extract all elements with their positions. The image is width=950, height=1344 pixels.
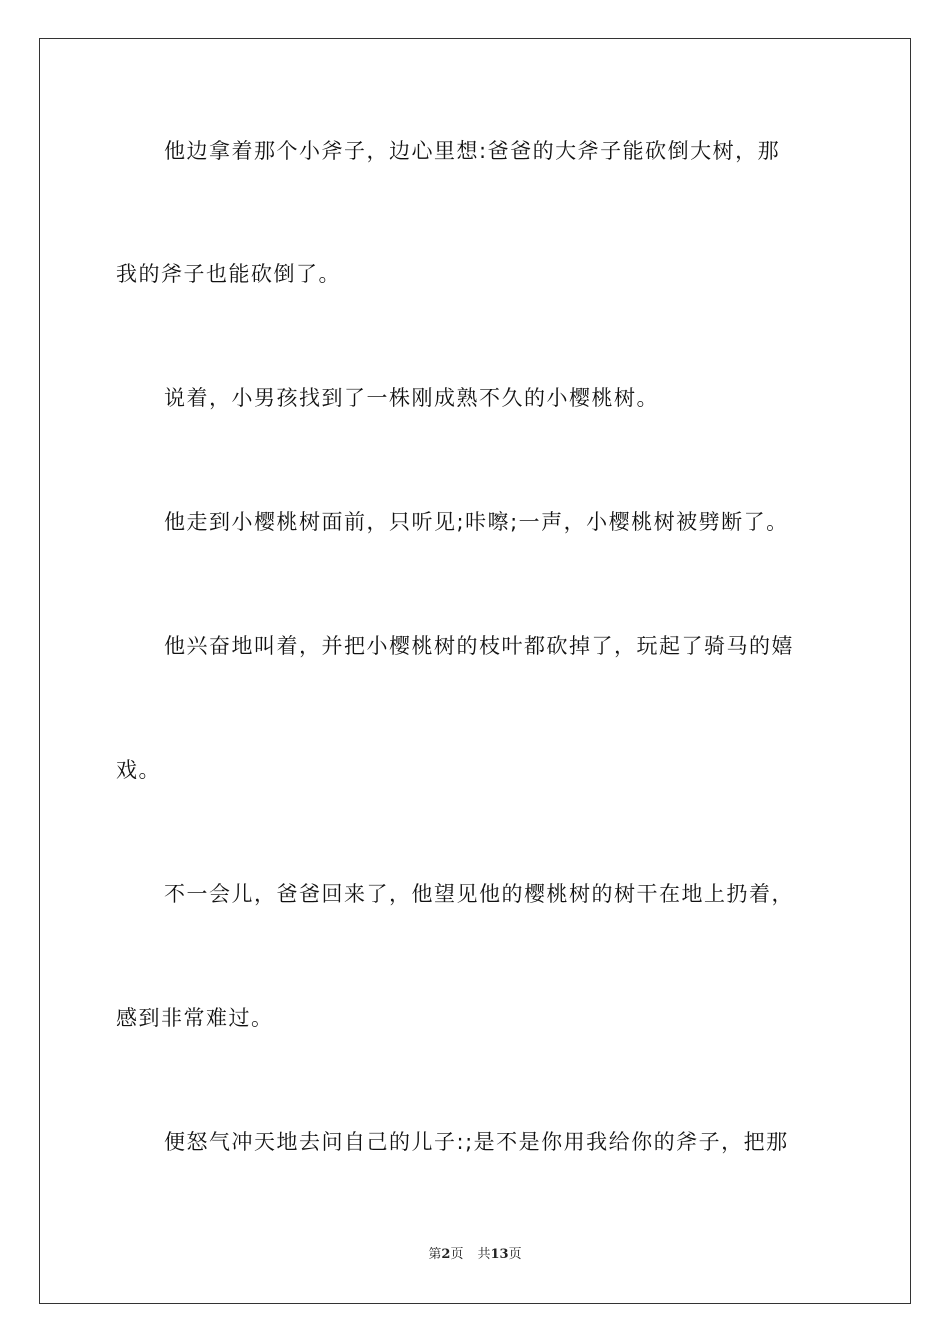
page-suffix: 页 <box>450 1247 464 1262</box>
text-line-2: 我的斧子也能砍倒了。 <box>116 262 341 286</box>
text-line-5: 他兴奋地叫着，并把小樱桃树的枝叶都砍掉了，玩起了骑马的嬉 <box>164 634 794 658</box>
text-line-8: 感到非常难过。 <box>116 1006 274 1030</box>
text-line-6: 戏。 <box>116 758 161 782</box>
text-line-3: 说着，小男孩找到了一株刚成熟不久的小樱桃树。 <box>164 386 659 410</box>
total-pages: 13 <box>490 1247 509 1262</box>
text-line-9: 便怒气冲天地去问自己的儿子:;是不是你用我给你的斧子，把那 <box>164 1130 789 1154</box>
text-line-7: 不一会儿，爸爸回来了，他望见他的樱桃树的树干在地上扔着， <box>164 882 794 906</box>
text-line-4: 他走到小樱桃树面前，只听见;咔嚓;一声，小樱桃树被劈断了。 <box>164 510 789 534</box>
text-line-1: 他边拿着那个小斧子，边心里想:爸爸的大斧子能砍倒大树，那 <box>164 139 781 163</box>
total-suffix: 页 <box>508 1247 522 1262</box>
page-footer <box>0 1246 950 1264</box>
page-number: 2 <box>441 1247 451 1262</box>
page-prefix: 第 <box>428 1247 442 1262</box>
page-frame <box>39 38 911 1304</box>
total-prefix: 共 <box>477 1247 491 1262</box>
